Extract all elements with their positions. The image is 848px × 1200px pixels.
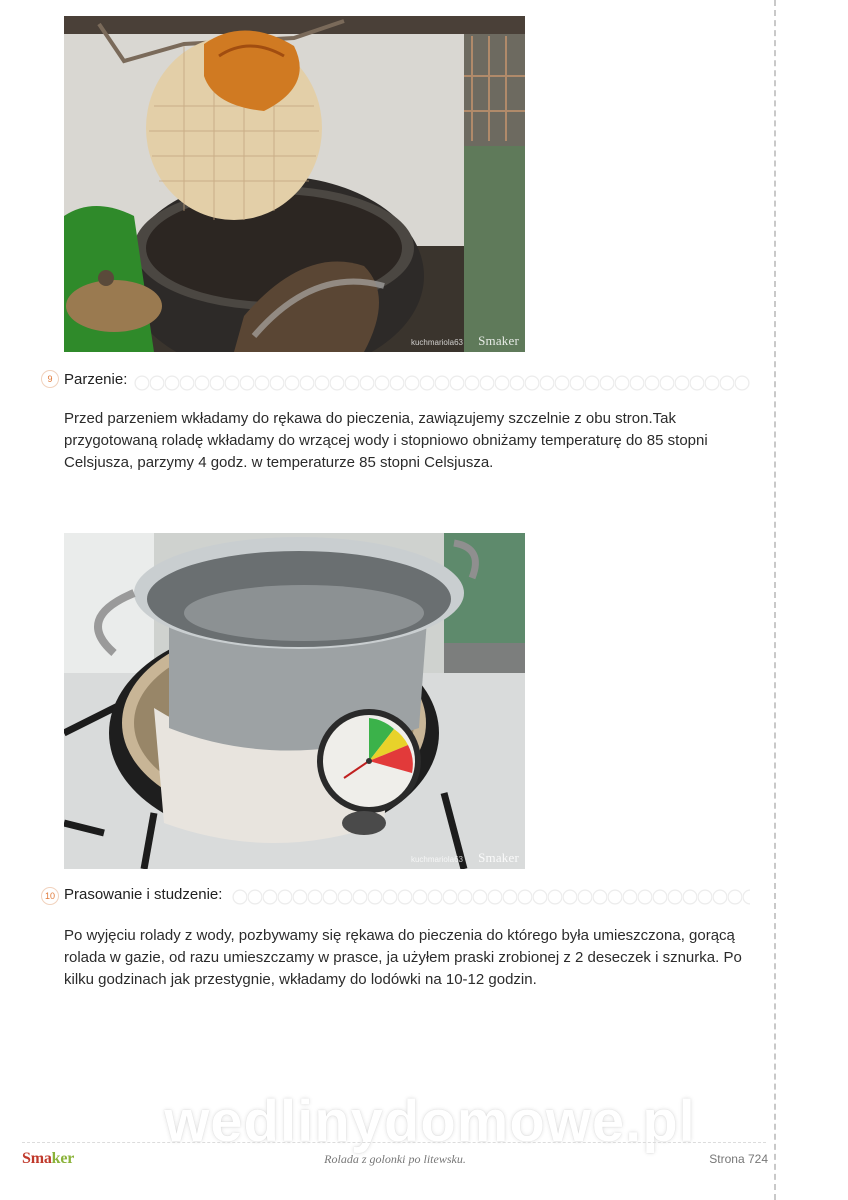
- step-divider-dots: [134, 375, 750, 391]
- photo-pot-thermometer: [64, 533, 525, 869]
- step-divider-dots: [232, 889, 750, 905]
- recipe-title: Rolada z golonki po litewsku.: [324, 1152, 466, 1166]
- step-number: 9: [41, 370, 59, 388]
- step-title: Parzenie:: [64, 371, 130, 388]
- photo-hanging-roulade: [64, 16, 525, 352]
- step-description: Po wyjęciu rolady z wody, pozbywamy się rękawa do pieczenia do którego była umieszczona, gorącą rolada w gazie, od razu umieszczamy w prasce, ja użyłem praski zrobionej z 2 deseczek i sznurka. Po kilku godzinach jak przestygnie, wkładamy do lodówki na 10-12 godzin.: [64, 927, 742, 988]
- step-number: 10: [41, 887, 59, 905]
- footer-divider: [22, 1142, 766, 1143]
- logo-part-green: ker: [51, 1150, 75, 1167]
- step-description: Przed parzeniem wkładamy do rękawa do pieczenia, zawiązujemy szczelnie z obu stron.Tak przygotowaną roladę wkładamy do wrzącej wody i stopniowo obniżamy temperaturę do 85 stopni Celsjusza, parzymy 4 godz. w temperaturze 85 stopni Celsjusza.: [64, 410, 708, 471]
- step-title: Prasowanie i studzenie:: [64, 886, 225, 903]
- photo-watermark-brand: Smaker: [478, 850, 519, 865]
- cut-line: [774, 0, 776, 1200]
- smaker-logo: [22, 1150, 74, 1168]
- page-number: Strona 724: [709, 1152, 768, 1166]
- photo-watermark-user: kuchmariola63: [410, 338, 463, 347]
- site-watermark: wedlinydomowe.pl: [164, 1089, 696, 1154]
- photo-watermark-user: kuchmariola63: [410, 855, 463, 864]
- photo-watermark-brand: Smaker: [478, 333, 519, 348]
- logo-part-red: Sma: [22, 1150, 52, 1167]
